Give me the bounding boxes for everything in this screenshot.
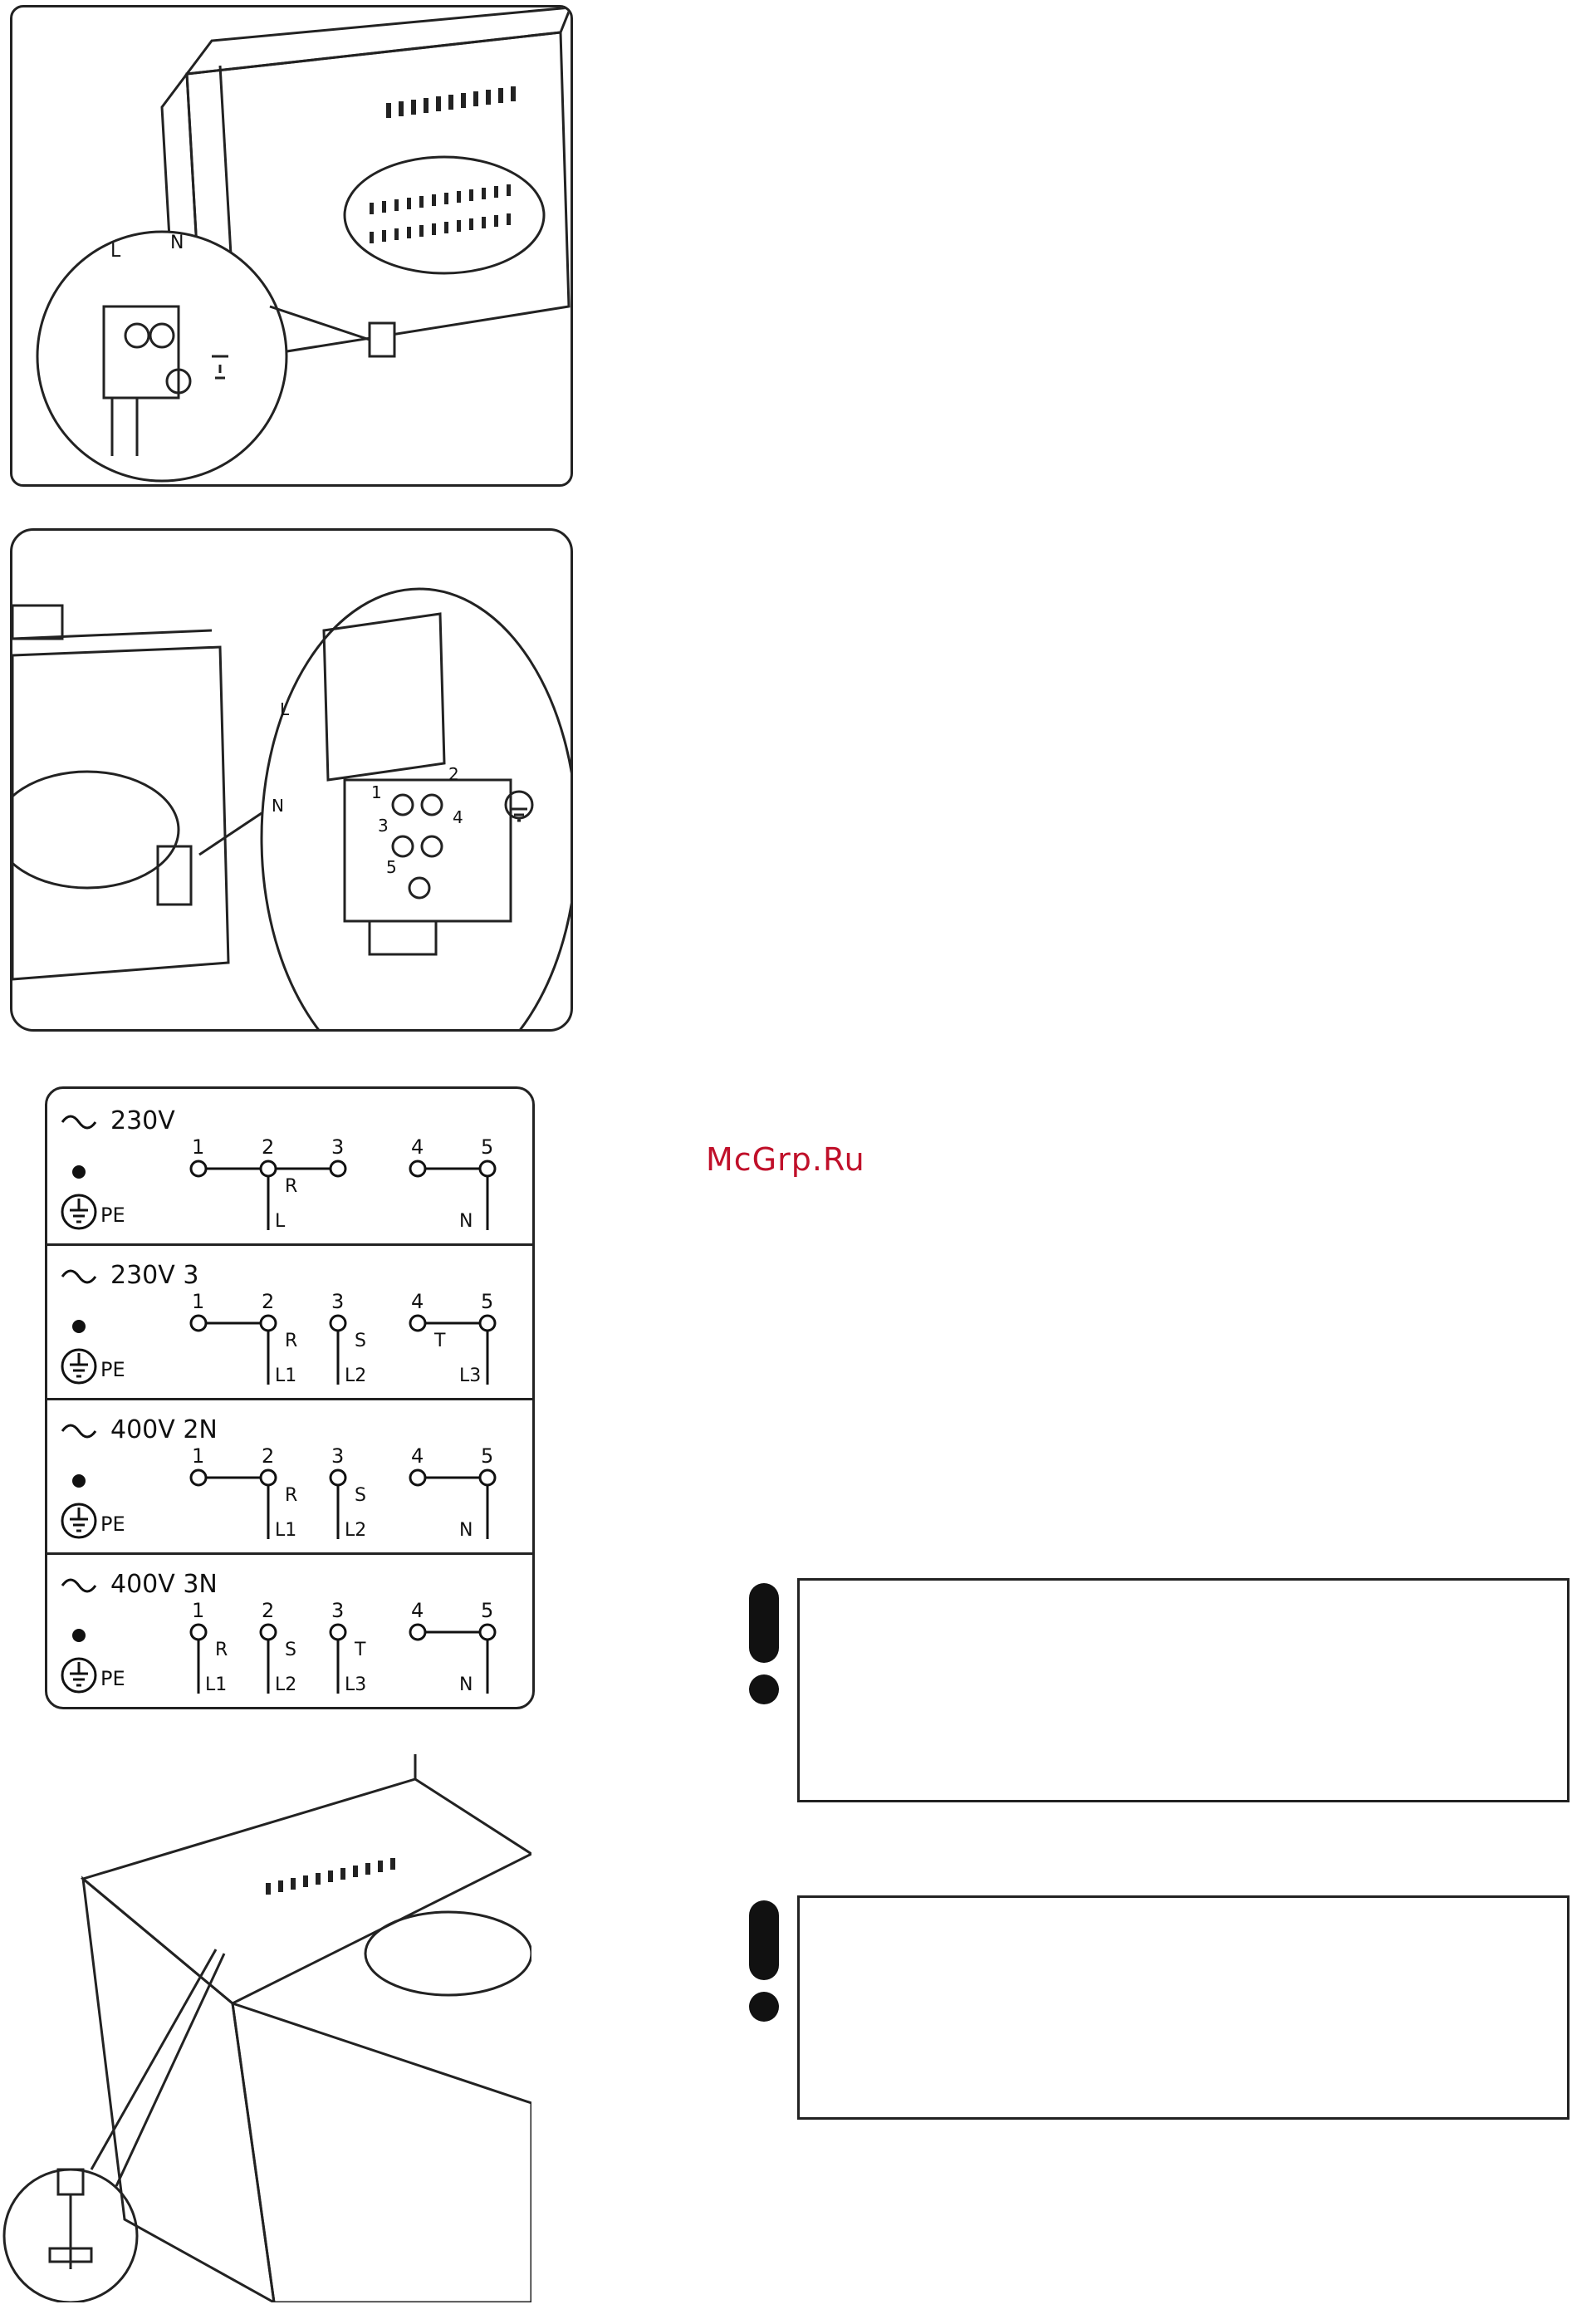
ground-icon [62, 1195, 95, 1228]
terminal-node [261, 1625, 276, 1640]
label-neutral: N [170, 233, 184, 253]
terminal-node [191, 1625, 206, 1640]
terminal-number: 5 [481, 1290, 494, 1313]
pe-label: PE [100, 1513, 125, 1536]
terminal-cover-illustration [12, 531, 571, 1029]
terminal-node [331, 1470, 345, 1485]
supply-voltage-label: 400V 2N [110, 1415, 218, 1444]
conductor-label: L2 [345, 1520, 367, 1541]
terminal-number: 4 [411, 1135, 424, 1159]
terminal-node [480, 1161, 495, 1176]
bullet-dot [72, 1320, 86, 1333]
terminal-number: 4 [411, 1444, 424, 1468]
terminal-node [331, 1625, 345, 1640]
phase-label: T [434, 1331, 446, 1351]
terminal-number: 3 [331, 1290, 345, 1313]
terminal-node [480, 1316, 495, 1331]
conductor-label: L1 [275, 1520, 297, 1541]
terminal-number: 3 [331, 1135, 345, 1159]
phase-label: R [285, 1485, 298, 1506]
conductor-label: L1 [205, 1674, 228, 1695]
figure-earth-connection [0, 1754, 531, 2302]
terminal-node [331, 1316, 345, 1331]
conductor-label: N [459, 1211, 473, 1232]
terminal-node [410, 1161, 425, 1176]
terminal-number: 1 [192, 1290, 205, 1313]
phase-label: R [215, 1640, 228, 1660]
conductor-label: N [459, 1674, 473, 1695]
figure-oven-terminal-block [10, 5, 573, 487]
terminal-number: 2 [262, 1444, 275, 1468]
terminal-number: 5 [481, 1599, 494, 1622]
phase-label: R [285, 1176, 298, 1197]
ground-icon [62, 1350, 95, 1383]
pe-label: PE [100, 1204, 125, 1227]
terminal-number: 2 [262, 1290, 275, 1313]
terminal-node [261, 1470, 276, 1485]
wiring-row [47, 1089, 532, 1246]
wiring-row [47, 1552, 532, 1707]
terminal-number: 1 [192, 1444, 205, 1468]
terminal-node [261, 1161, 276, 1176]
conductor-label: L1 [275, 1365, 297, 1386]
oven-terminal-illustration [12, 7, 571, 484]
wiring-diagram-table [45, 1086, 535, 1709]
pe-label: PE [100, 1667, 125, 1690]
phase-label: T [355, 1640, 366, 1660]
terminal-number: 3 [331, 1444, 345, 1468]
warning-note-box [797, 1578, 1570, 1802]
terminal-number: 5 [481, 1444, 494, 1468]
label-terminal-3: 3 [378, 816, 389, 836]
terminal-number: 2 [262, 1135, 275, 1159]
terminal-node [410, 1625, 425, 1640]
label-terminal-2: 2 [448, 764, 459, 784]
conductor-label: L2 [275, 1674, 297, 1695]
terminal-number: 3 [331, 1599, 345, 1622]
pe-label: PE [100, 1358, 125, 1381]
terminal-node [261, 1316, 276, 1331]
terminal-node [410, 1316, 425, 1331]
label-terminal-1: 1 [371, 782, 382, 802]
phase-label: S [355, 1485, 366, 1506]
wiring-row [47, 1398, 532, 1555]
terminal-node [191, 1316, 206, 1331]
bullet-dot [72, 1474, 86, 1488]
terminal-number: 1 [192, 1135, 205, 1159]
supply-voltage-label: 230V [110, 1106, 175, 1135]
ac-tilde-icon [62, 1116, 95, 1128]
conductor-label: N [459, 1520, 473, 1541]
terminal-number: 1 [192, 1599, 205, 1622]
ac-tilde-icon [62, 1271, 95, 1282]
ground-icon [62, 1659, 95, 1692]
phase-label: R [285, 1331, 298, 1351]
terminal-number: 4 [411, 1599, 424, 1622]
terminal-node [191, 1161, 206, 1176]
conductor-label: L3 [345, 1674, 367, 1695]
terminal-number: 4 [411, 1290, 424, 1313]
supply-voltage-label: 230V 3 [110, 1261, 199, 1290]
earth-connection-illustration [0, 1754, 531, 2302]
phase-label: S [285, 1640, 296, 1660]
terminal-node [410, 1470, 425, 1485]
conductor-label: L [275, 1211, 286, 1232]
bullet-dot [72, 1165, 86, 1179]
exclamation-icon [749, 1583, 779, 1704]
bullet-dot [72, 1629, 86, 1642]
ground-icon [62, 1504, 95, 1537]
terminal-node [480, 1470, 495, 1485]
phase-label: S [355, 1331, 366, 1351]
terminal-node [191, 1470, 206, 1485]
conductor-label: L3 [459, 1365, 482, 1386]
ac-tilde-icon [62, 1580, 95, 1591]
label-terminal-4: 4 [453, 807, 463, 827]
label-line: L [110, 241, 121, 262]
conductor-label: L2 [345, 1365, 367, 1386]
warning-note-box [797, 1895, 1570, 2120]
terminal-number: 5 [481, 1135, 494, 1159]
exclamation-icon [749, 1900, 779, 2022]
label-neutral: N [272, 796, 284, 816]
supply-voltage-label: 400V 3N [110, 1570, 218, 1599]
label-line: L [280, 699, 290, 719]
figure-terminal-cover [10, 528, 573, 1032]
ac-tilde-icon [62, 1425, 95, 1437]
terminal-node [480, 1625, 495, 1640]
wiring-row [47, 1243, 532, 1400]
label-terminal-5: 5 [386, 857, 397, 877]
terminal-node [331, 1161, 345, 1176]
watermark: McGrp.Ru [706, 1141, 865, 1178]
terminal-number: 2 [262, 1599, 275, 1622]
